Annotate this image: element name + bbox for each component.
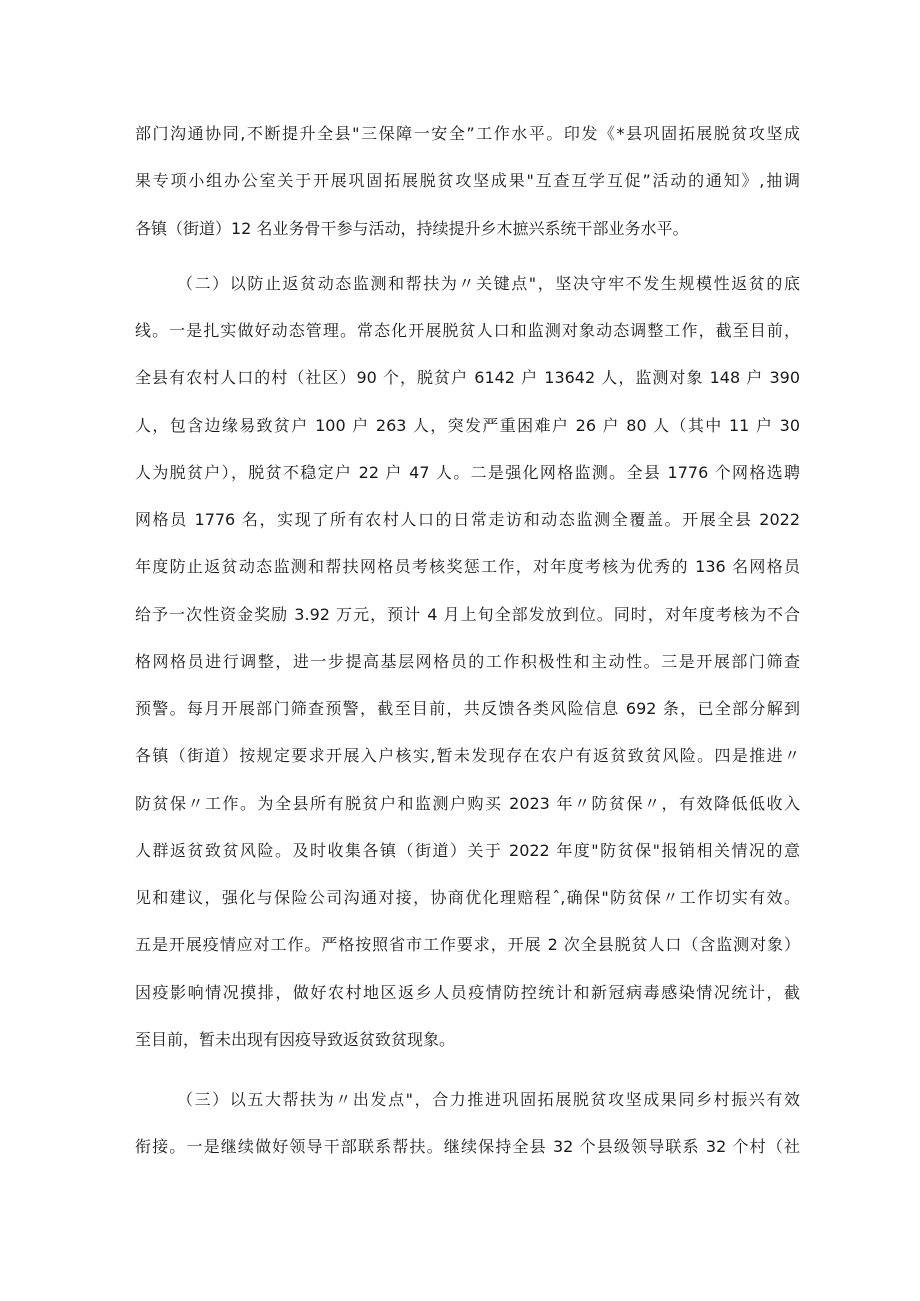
text-line: 人群返贫致贫风险。及时收集各镇（街道）关于 2022 年度"防贫保"报销相关情况的意 <box>135 840 800 860</box>
text-line: 网格员 1776 名，实现了所有农村人口的日常走访和动态监测全覆盖。开展全县 2022 <box>135 510 800 529</box>
paragraph <box>135 1076 800 1171</box>
text-line: 人，包含边缘易致贫户 100 户 263 人，突发严重困难户 26 户 80 人（其中 11 户 30 <box>135 415 800 435</box>
text-line: 果专项小组办公室关于开展巩固拓展脱贫攻坚成果"互查互学互促”活动的通知》,抽调 <box>135 171 800 191</box>
paragraph <box>135 110 800 252</box>
text-line: 各镇（街道）按规定要求开展入户核实,暂未发现存在农户有返贫致贫风险。四是推进〃 <box>135 746 800 766</box>
text-line: 五是开展疫情应对工作。严格按照省市工作要求，开展 2 次全县脱贫人口（含监测对象） <box>135 935 800 955</box>
text-line: 格网格员进行调整，进一步提高基层网格员的工作积极性和主动性。三是开展部门筛查 <box>135 651 800 671</box>
text-line: 至目前，暂未出现有因疫导致返贫致贫现象。 <box>135 1029 456 1049</box>
paragraph <box>135 260 800 1063</box>
text-line: 全县有农村人口的村（社区）90 个，脱贫户 6142 户 13642 人，监测对象 148 户 390 <box>135 368 800 388</box>
text-line: 防贫保〃工作。为全县所有脱贫户和监测户购买 2023 年〃防贫保〃，有效降低低收入 <box>135 793 800 813</box>
text-line: （二）以防止返贫动态监测和帮扶为〃关键点"，坚决守牢不发生规模性返贫的底 <box>177 273 800 293</box>
text-line: 见和建议，强化与保险公司沟通对接，协商优化理赔程ˆ,确保"防贫保〃工作切实有效。 <box>135 888 800 907</box>
text-line: 衔接。一是继续做好领导干部联系帮扶。继续保持全县 32 个县级领导联系 32 个村（社 <box>135 1137 800 1157</box>
body-text <box>135 110 800 1171</box>
text-line: 部门沟通协同,不断提升全县"三保障一安全”工作水平。印发《*县巩固拓展脱贫攻坚成 <box>135 124 800 143</box>
text-line: 年度防止返贫动态监测和帮扶网格员考核奖惩工作，对年度考核为优秀的 136 名网格员 <box>135 557 800 577</box>
text-line: 给予一次性资金奖励 3.92 万元，预计 4 月上旬全部发放到位。同时，对年度考核为不合 <box>135 604 800 624</box>
text-line: 人为脱贫户），脱贫不稳定户 22 户 47 人。二是强化网格监测。全县 1776 个网格选聘 <box>135 462 800 482</box>
text-line: （三）以五大帮扶为〃出发点"，合力推进巩固拓展脱贫攻坚成果同乡村振兴有效 <box>177 1090 800 1109</box>
text-line: 预警。每月开展部门筛查预警，截至目前，共反馈各类风险信息 692 条，已全部分解到 <box>135 699 800 718</box>
text-line: 各镇（街道）12 名业务骨干参与活动，持续提升乡木摭兴系统干部业务水平。 <box>135 218 689 238</box>
text-line: 因疫影响情况摸排，做好农村地区返乡人员疫情防控统计和新冠病毒感染情况统计，截 <box>135 982 800 1002</box>
text-line: 线。一是扎实做好动态管理。常态化开展脱贫人口和监测对象动态调整工作，截至目前， <box>135 321 800 340</box>
